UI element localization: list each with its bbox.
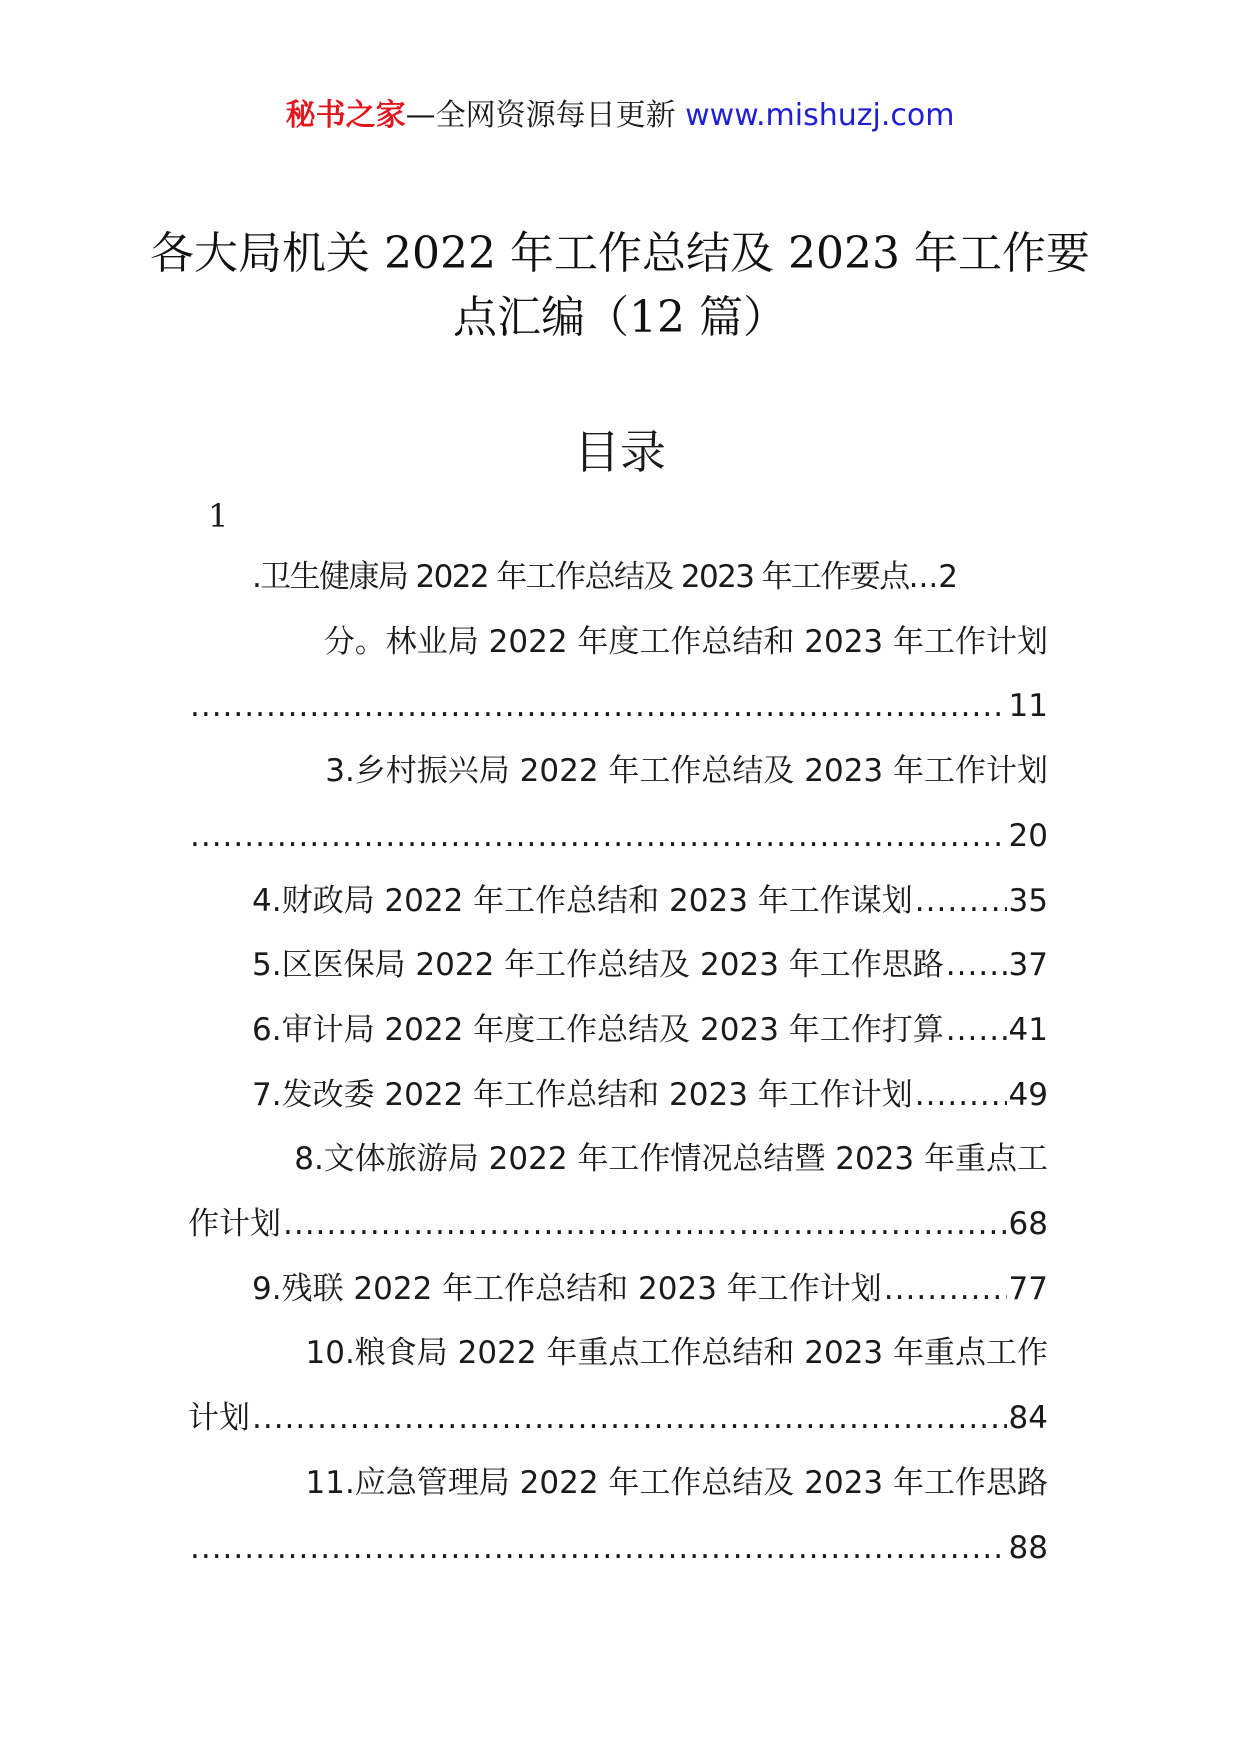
table-of-contents <box>188 545 1048 1580</box>
toc-leader-dots <box>283 1192 1007 1257</box>
toc-page-number: 35 <box>1008 882 1048 919</box>
toc-line <box>188 1516 1048 1581</box>
toc-entry-title: 11.应急管理局 2022 年工作总结及 2023 年工作思路 <box>305 1464 1048 1501</box>
brand-name: 秘书之家 <box>285 98 406 133</box>
banner-slogan: —全网资源每日更新 <box>405 98 676 133</box>
toc-entry-title-continued: 计划 <box>188 1400 250 1437</box>
toc-line <box>188 1127 1048 1192</box>
toc-entry[interactable] <box>188 1451 1048 1580</box>
site-url-link[interactable]: www.mishuzj.com <box>685 98 955 133</box>
toc-line <box>188 739 1048 804</box>
document-title: 各大局机关 2022 年工作总结及 2023 年工作要点汇编（12 篇） <box>150 228 1090 343</box>
toc-line <box>188 1321 1048 1386</box>
toc-leader-dots <box>190 1516 1007 1581</box>
toc-page-number: 88 <box>1008 1529 1048 1566</box>
toc-page-number: 77 <box>1008 1270 1048 1307</box>
toc-page-number: 2 <box>938 559 958 595</box>
toc-line <box>188 804 1048 869</box>
toc-leader-dots <box>946 933 1007 998</box>
toc-heading: 目录 <box>574 425 666 479</box>
toc-line <box>188 674 1048 739</box>
toc-entry-title: 分。林业局 2022 年度工作总结和 2023 年工作计划 <box>323 623 1048 660</box>
toc-line <box>188 933 1048 998</box>
toc-entry-title: .卫生健康局 2022 年工作总结及 2023 年工作要点 <box>252 559 909 595</box>
toc-leader-dots <box>190 674 1007 739</box>
toc-entry[interactable] <box>188 610 1048 739</box>
toc-leader-dots <box>946 998 1007 1063</box>
toc-page-number: 84 <box>1008 1400 1048 1437</box>
toc-leader-dots: ... <box>908 559 939 595</box>
toc-entry-title: 6.审计局 2022 年度工作总结及 2023 年工作打算 <box>252 1011 944 1048</box>
toc-line <box>188 998 1048 1063</box>
toc-entry-title-continued: 作计划 <box>188 1206 281 1243</box>
toc-entry-title: 3.乡村振兴局 2022 年工作总结及 2023 年工作计划 <box>325 753 1048 790</box>
toc-page-number: 20 <box>1008 817 1048 854</box>
toc-entry[interactable] <box>188 545 1048 610</box>
toc-leader-dots <box>915 1063 1007 1128</box>
toc-line <box>188 1386 1048 1451</box>
toc-line <box>188 610 1048 675</box>
toc-entry[interactable] <box>188 739 1048 868</box>
toc-page-number: 37 <box>1008 947 1048 984</box>
toc-entry-title: 4.财政局 2022 年工作总结和 2023 年工作谋划 <box>252 882 913 919</box>
toc-entry-title: 10.粮食局 2022 年重点工作总结和 2023 年重点工作 <box>305 1335 1048 1372</box>
site-banner <box>0 96 1240 136</box>
toc-line <box>188 1192 1048 1257</box>
toc-entry-title: 7.发改委 2022 年工作总结和 2023 年工作计划 <box>252 1076 913 1113</box>
toc-leader-dots <box>915 869 1007 934</box>
toc-page-number: 41 <box>1008 1011 1048 1048</box>
toc-line <box>188 1063 1048 1128</box>
toc-entry-title: 8.文体旅游局 2022 年工作情况总结暨 2023 年重点工 <box>294 1141 1048 1178</box>
toc-stray-number: 1 <box>208 497 229 535</box>
toc-entry[interactable] <box>188 1127 1048 1256</box>
toc-entry[interactable] <box>188 869 1048 934</box>
toc-line <box>188 869 1048 934</box>
toc-entry-title: 5.区医保局 2022 年工作总结及 2023 年工作思路 <box>252 947 944 984</box>
toc-page-number: 49 <box>1008 1076 1048 1113</box>
toc-line <box>188 545 1048 610</box>
toc-line <box>188 1257 1048 1322</box>
toc-entry[interactable] <box>188 998 1048 1063</box>
toc-leader-dots <box>252 1386 1007 1451</box>
toc-page-number: 68 <box>1008 1206 1048 1243</box>
toc-entry[interactable] <box>188 1257 1048 1322</box>
toc-page-number: 11 <box>1008 688 1048 725</box>
toc-leader-dots <box>884 1257 1007 1322</box>
toc-entry[interactable] <box>188 933 1048 998</box>
toc-line <box>188 1451 1048 1516</box>
toc-leader-dots <box>190 804 1007 869</box>
toc-entry[interactable] <box>188 1063 1048 1128</box>
toc-entry-title: 9.残联 2022 年工作总结和 2023 年工作计划 <box>252 1270 882 1307</box>
toc-entry[interactable] <box>188 1321 1048 1450</box>
